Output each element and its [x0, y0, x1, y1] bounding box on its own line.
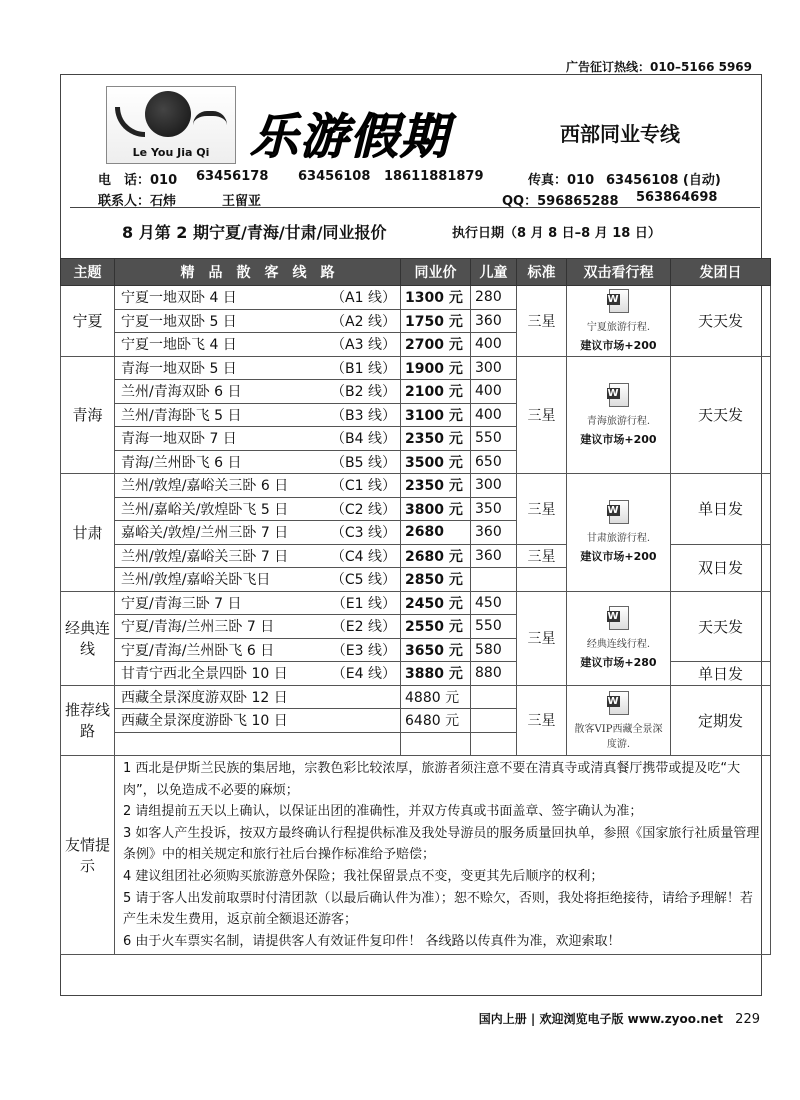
child-price-cell: 360: [471, 309, 517, 333]
route-name: 青海/兰州卧飞 6 日: [121, 454, 242, 471]
depart-cell: 天天发: [671, 356, 771, 474]
child-price-cell: 400: [471, 333, 517, 357]
route-name: 兰州/青海卧飞 5 日: [121, 407, 242, 424]
depart-cell: 双日发: [671, 544, 771, 591]
route-cell: [115, 286, 401, 310]
itinerary-file-name[interactable]: 宁夏旅游行程.: [586, 321, 651, 333]
child-price-cell: [471, 709, 517, 733]
price-cell: 2100 元: [401, 380, 471, 404]
route-name: 甘青宁西北全景四卧 10 日: [121, 666, 288, 683]
route-name: 兰州/敦煌/嘉峪关卧飞日: [121, 572, 271, 589]
route-cell: [115, 521, 401, 545]
note-item: 3 如客人产生投诉，按双方最终确认行程提供标准及我处导游员的服务质量回执单，参照《国家旅行社质量管理条例》中的相关规定和旅行社后台操作标准给予赔偿；: [123, 825, 760, 863]
price-cell: 2700 元: [401, 333, 471, 357]
qq-2: 563864698: [636, 190, 718, 205]
note-item: 1 西北是伊斯兰民族的集居地，宗教色彩比较浓厚，旅游者须注意不要在清真寺或清真餐厅携带或提及吃“大肉”，以免造成不必要的麻烦；: [123, 761, 741, 798]
depart-cell: 天天发: [671, 286, 771, 357]
note-item: 2 请组提前五天以上确认，以保证出团的准确性，并双方传真或书面盖章、签字确认为准；: [123, 804, 643, 820]
price-cell: 2550 元: [401, 615, 471, 639]
standard-cell: 三星: [517, 286, 567, 357]
standard-cell: 三星: [517, 544, 567, 568]
child-price-cell: 550: [471, 615, 517, 639]
itinerary-file-name[interactable]: 经典连线行程.: [586, 639, 651, 650]
route-name: 宁夏一地卧飞 4 日: [121, 337, 237, 354]
note-item: 6 由于火车票实名制，请提供客人有效证件复印件！ 各线路以传真件为准，欢迎索取！: [123, 933, 621, 949]
word-document-icon[interactable]: [609, 383, 629, 407]
page-number: 229: [735, 1012, 760, 1027]
route-code: （B1 线）: [331, 360, 396, 377]
route-name: 宁夏一地双卧 5 日: [121, 313, 237, 330]
route-name: 兰州/敦煌/嘉峪关三卧 7 日: [121, 548, 289, 565]
route-cell: [115, 333, 401, 357]
word-document-icon[interactable]: [609, 500, 629, 524]
suggested-market-price: 建议市场+200: [580, 432, 657, 446]
phone-1: 63456178: [196, 169, 269, 184]
fax-label: 传真：010: [528, 173, 595, 188]
suggested-market-price: 建议市场+280: [580, 656, 657, 669]
price-cell: 2850 元: [401, 568, 471, 592]
child-price-cell: 300: [471, 474, 517, 498]
child-price-cell: 580: [471, 638, 517, 662]
route-cell: [115, 497, 401, 521]
header-standard: 标准: [517, 259, 567, 286]
route-cell: [115, 615, 401, 639]
route-code: （C5 线）: [330, 572, 396, 589]
suggested-market-price: 建议市场+200: [580, 338, 657, 352]
route-name: 青海一地双卧 5 日: [121, 360, 237, 377]
child-price-cell: 360: [471, 544, 517, 568]
route-cell: [115, 638, 401, 662]
child-price-cell: 400: [471, 380, 517, 404]
header-price: 同业价: [401, 259, 471, 286]
validity-period: 执行日期（8 月 8 日–8 月 18 日）: [452, 226, 661, 241]
brand-subtitle: 西部同业专线: [560, 122, 680, 146]
notes-label: 友情提示: [61, 756, 115, 955]
logo-subtitle: Le You Jia Qi: [132, 146, 210, 159]
contact-person-2: 王留亚: [222, 194, 262, 209]
child-price-cell: 300: [471, 356, 517, 380]
itinerary-link-ningxia[interactable]: [567, 286, 671, 357]
route-cell: [115, 544, 401, 568]
contact-person: 联系人：石炜: [98, 194, 177, 209]
price-cell: 1750 元: [401, 309, 471, 333]
ad-hotline: 广告征订热线：010–5166 5969: [565, 60, 752, 74]
qq-label: QQ：596865288: [502, 194, 619, 209]
logo-figure-icon: [145, 91, 191, 137]
footer-text: 国内上册 | 欢迎浏览电子版 www.zyoo.net: [478, 1012, 723, 1026]
child-price-cell: 450: [471, 591, 517, 615]
notes-row: [61, 756, 771, 955]
word-document-icon[interactable]: [609, 606, 629, 630]
table-row: [61, 685, 771, 709]
route-name: 宁夏/青海/兰州三卧 7 日: [121, 619, 275, 636]
note-item: 4 建议组团社必须购买旅游意外保险；我社保留景点不变，变更其先后顺序的权利；: [123, 868, 604, 884]
header-divider: [70, 207, 760, 208]
header-theme: 主题: [61, 259, 115, 286]
suggested-market-price: 建议市场+200: [580, 550, 657, 564]
price-cell: 2680: [401, 521, 471, 545]
route-code: （C2 线）: [330, 501, 396, 518]
empty-cell: [115, 732, 401, 756]
price-cell: 3650 元: [401, 638, 471, 662]
price-cell: 2680 元: [401, 544, 471, 568]
category-gansu: 甘肃: [61, 474, 115, 592]
notes-content: [115, 756, 771, 955]
category-recommended: 推荐线路: [61, 685, 115, 756]
depart-cell: 单日发: [671, 662, 771, 686]
category-ningxia: 宁夏: [61, 286, 115, 357]
price-cell: 2350 元: [401, 427, 471, 451]
empty-cell: [401, 732, 471, 756]
price-cell: 3800 元: [401, 497, 471, 521]
price-table: [60, 258, 771, 955]
route-cell: [115, 474, 401, 498]
itinerary-file-name[interactable]: 甘肃旅游行程.: [586, 533, 651, 545]
route-name: 青海一地双卧 7 日: [121, 431, 237, 448]
route-cell: [115, 403, 401, 427]
standard-cell: 三星: [517, 356, 567, 474]
table-row: [61, 474, 771, 498]
route-code: （E1 线）: [331, 595, 396, 612]
price-cell: 1900 元: [401, 356, 471, 380]
route-code: （B2 线）: [331, 384, 396, 401]
page-title: 8 月第 2 期宁夏/青海/甘肃/同业报价: [122, 223, 387, 242]
table-header-row: [61, 259, 771, 286]
child-price-cell: 350: [471, 497, 517, 521]
route-name: 西藏全景深度游卧飞 10 日: [121, 713, 288, 730]
route-cell: [115, 662, 401, 686]
route-code: （E2 线）: [331, 619, 396, 636]
price-cell: 3880 元: [401, 662, 471, 686]
route-code: （B3 线）: [331, 407, 396, 424]
brand-name: 乐游假期: [250, 109, 451, 165]
route-code: （C1 线）: [330, 478, 396, 495]
header-depart: 发团日: [671, 259, 771, 286]
route-cell: [115, 380, 401, 404]
standard-cell: 三星: [517, 685, 567, 756]
route-name: 宁夏/青海三卧 7 日: [121, 595, 242, 612]
route-code: （C4 线）: [330, 548, 396, 565]
child-price-cell: [471, 685, 517, 709]
standard-cell: 三星: [517, 474, 567, 545]
phone-label: 电 话：010: [98, 173, 178, 188]
route-name: 兰州/敦煌/嘉峪关三卧 6 日: [121, 478, 289, 495]
route-name: 西藏全景深度游双卧 12 日: [121, 689, 288, 706]
itinerary-file-name[interactable]: 青海旅游行程.: [586, 415, 651, 427]
route-name: 宁夏一地双卧 4 日: [121, 290, 237, 307]
page-footer: [479, 1010, 760, 1027]
itinerary-link-gansu[interactable]: [567, 474, 671, 592]
category-qinghai: 青海: [61, 356, 115, 474]
route-cell: [115, 450, 401, 474]
logo-wing-left-icon: [115, 107, 145, 137]
route-cell: [115, 427, 401, 451]
depart-cell: 定期发: [671, 685, 771, 756]
price-cell: 2350 元: [401, 474, 471, 498]
header-route: 精 品 散 客 线 路: [115, 259, 401, 286]
header-itinerary: 双击看行程: [567, 259, 671, 286]
route-name: 兰州/青海双卧 6 日: [121, 384, 242, 401]
route-code: （C3 线）: [330, 525, 396, 542]
itinerary-link-qinghai[interactable]: [567, 356, 671, 474]
word-document-icon[interactable]: [609, 289, 629, 313]
child-price-cell: 280: [471, 286, 517, 310]
table-row: [61, 286, 771, 310]
route-code: （B5 线）: [331, 454, 396, 471]
route-cell: [115, 309, 401, 333]
itinerary-file-name[interactable]: 散客VIP西藏全景深度游.: [574, 723, 663, 750]
category-classic: 经典连线: [61, 591, 115, 685]
route-cell: [115, 568, 401, 592]
standard-cell-empty: [517, 568, 567, 592]
child-price-cell: 550: [471, 427, 517, 451]
depart-cell: 天天发: [671, 591, 771, 662]
route-name: 兰州/嘉峪关/敦煌卧飞 5 日: [121, 501, 289, 518]
empty-cell: [471, 732, 517, 756]
route-cell: [115, 356, 401, 380]
route-code: （A3 线）: [331, 337, 396, 354]
note-item: 5 请于客人出发前取票时付清团款（以最后确认件为准）；恕不赊欠，否则，我处将拒绝接待，请给予理解！若产生未发生费用，返京前全额退还游客；: [123, 890, 753, 928]
price-cell: 3100 元: [401, 403, 471, 427]
phone-2: 63456108: [298, 169, 371, 184]
child-price-cell: [471, 568, 517, 592]
logo-wing-right-icon: [193, 111, 227, 125]
itinerary-link-classic[interactable]: [567, 591, 671, 685]
child-price-cell: 650: [471, 450, 517, 474]
route-code: （B4 线）: [331, 431, 396, 448]
depart-cell: 单日发: [671, 474, 771, 545]
route-code: （A1 线）: [331, 290, 396, 307]
standard-cell: 三星: [517, 591, 567, 685]
word-document-icon[interactable]: [609, 691, 629, 715]
table-row: [61, 356, 771, 380]
route-code: （A2 线）: [331, 313, 396, 330]
header-child: 儿童: [471, 259, 517, 286]
price-cell: 2450 元: [401, 591, 471, 615]
price-cell: 4880 元: [401, 685, 471, 709]
fax-number: 63456108 (自动): [606, 173, 721, 188]
route-name: 宁夏/青海/兰州卧飞 6 日: [121, 642, 275, 659]
child-price-cell: 360: [471, 521, 517, 545]
phone-3: 18611881879: [384, 169, 484, 184]
child-price-cell: 400: [471, 403, 517, 427]
price-cell: 6480 元: [401, 709, 471, 733]
itinerary-link-tibet[interactable]: [567, 685, 671, 756]
route-cell: [115, 709, 401, 733]
route-cell: [115, 591, 401, 615]
route-cell: [115, 685, 401, 709]
child-price-cell: 880: [471, 662, 517, 686]
route-code: （E4 线）: [331, 666, 396, 683]
route-name: 嘉峪关/敦煌/兰州三卧 7 日: [121, 525, 289, 542]
price-cell: 1300 元: [401, 286, 471, 310]
route-code: （E3 线）: [331, 642, 396, 659]
price-cell: 3500 元: [401, 450, 471, 474]
table-row: [61, 591, 771, 615]
logo: [106, 86, 236, 164]
